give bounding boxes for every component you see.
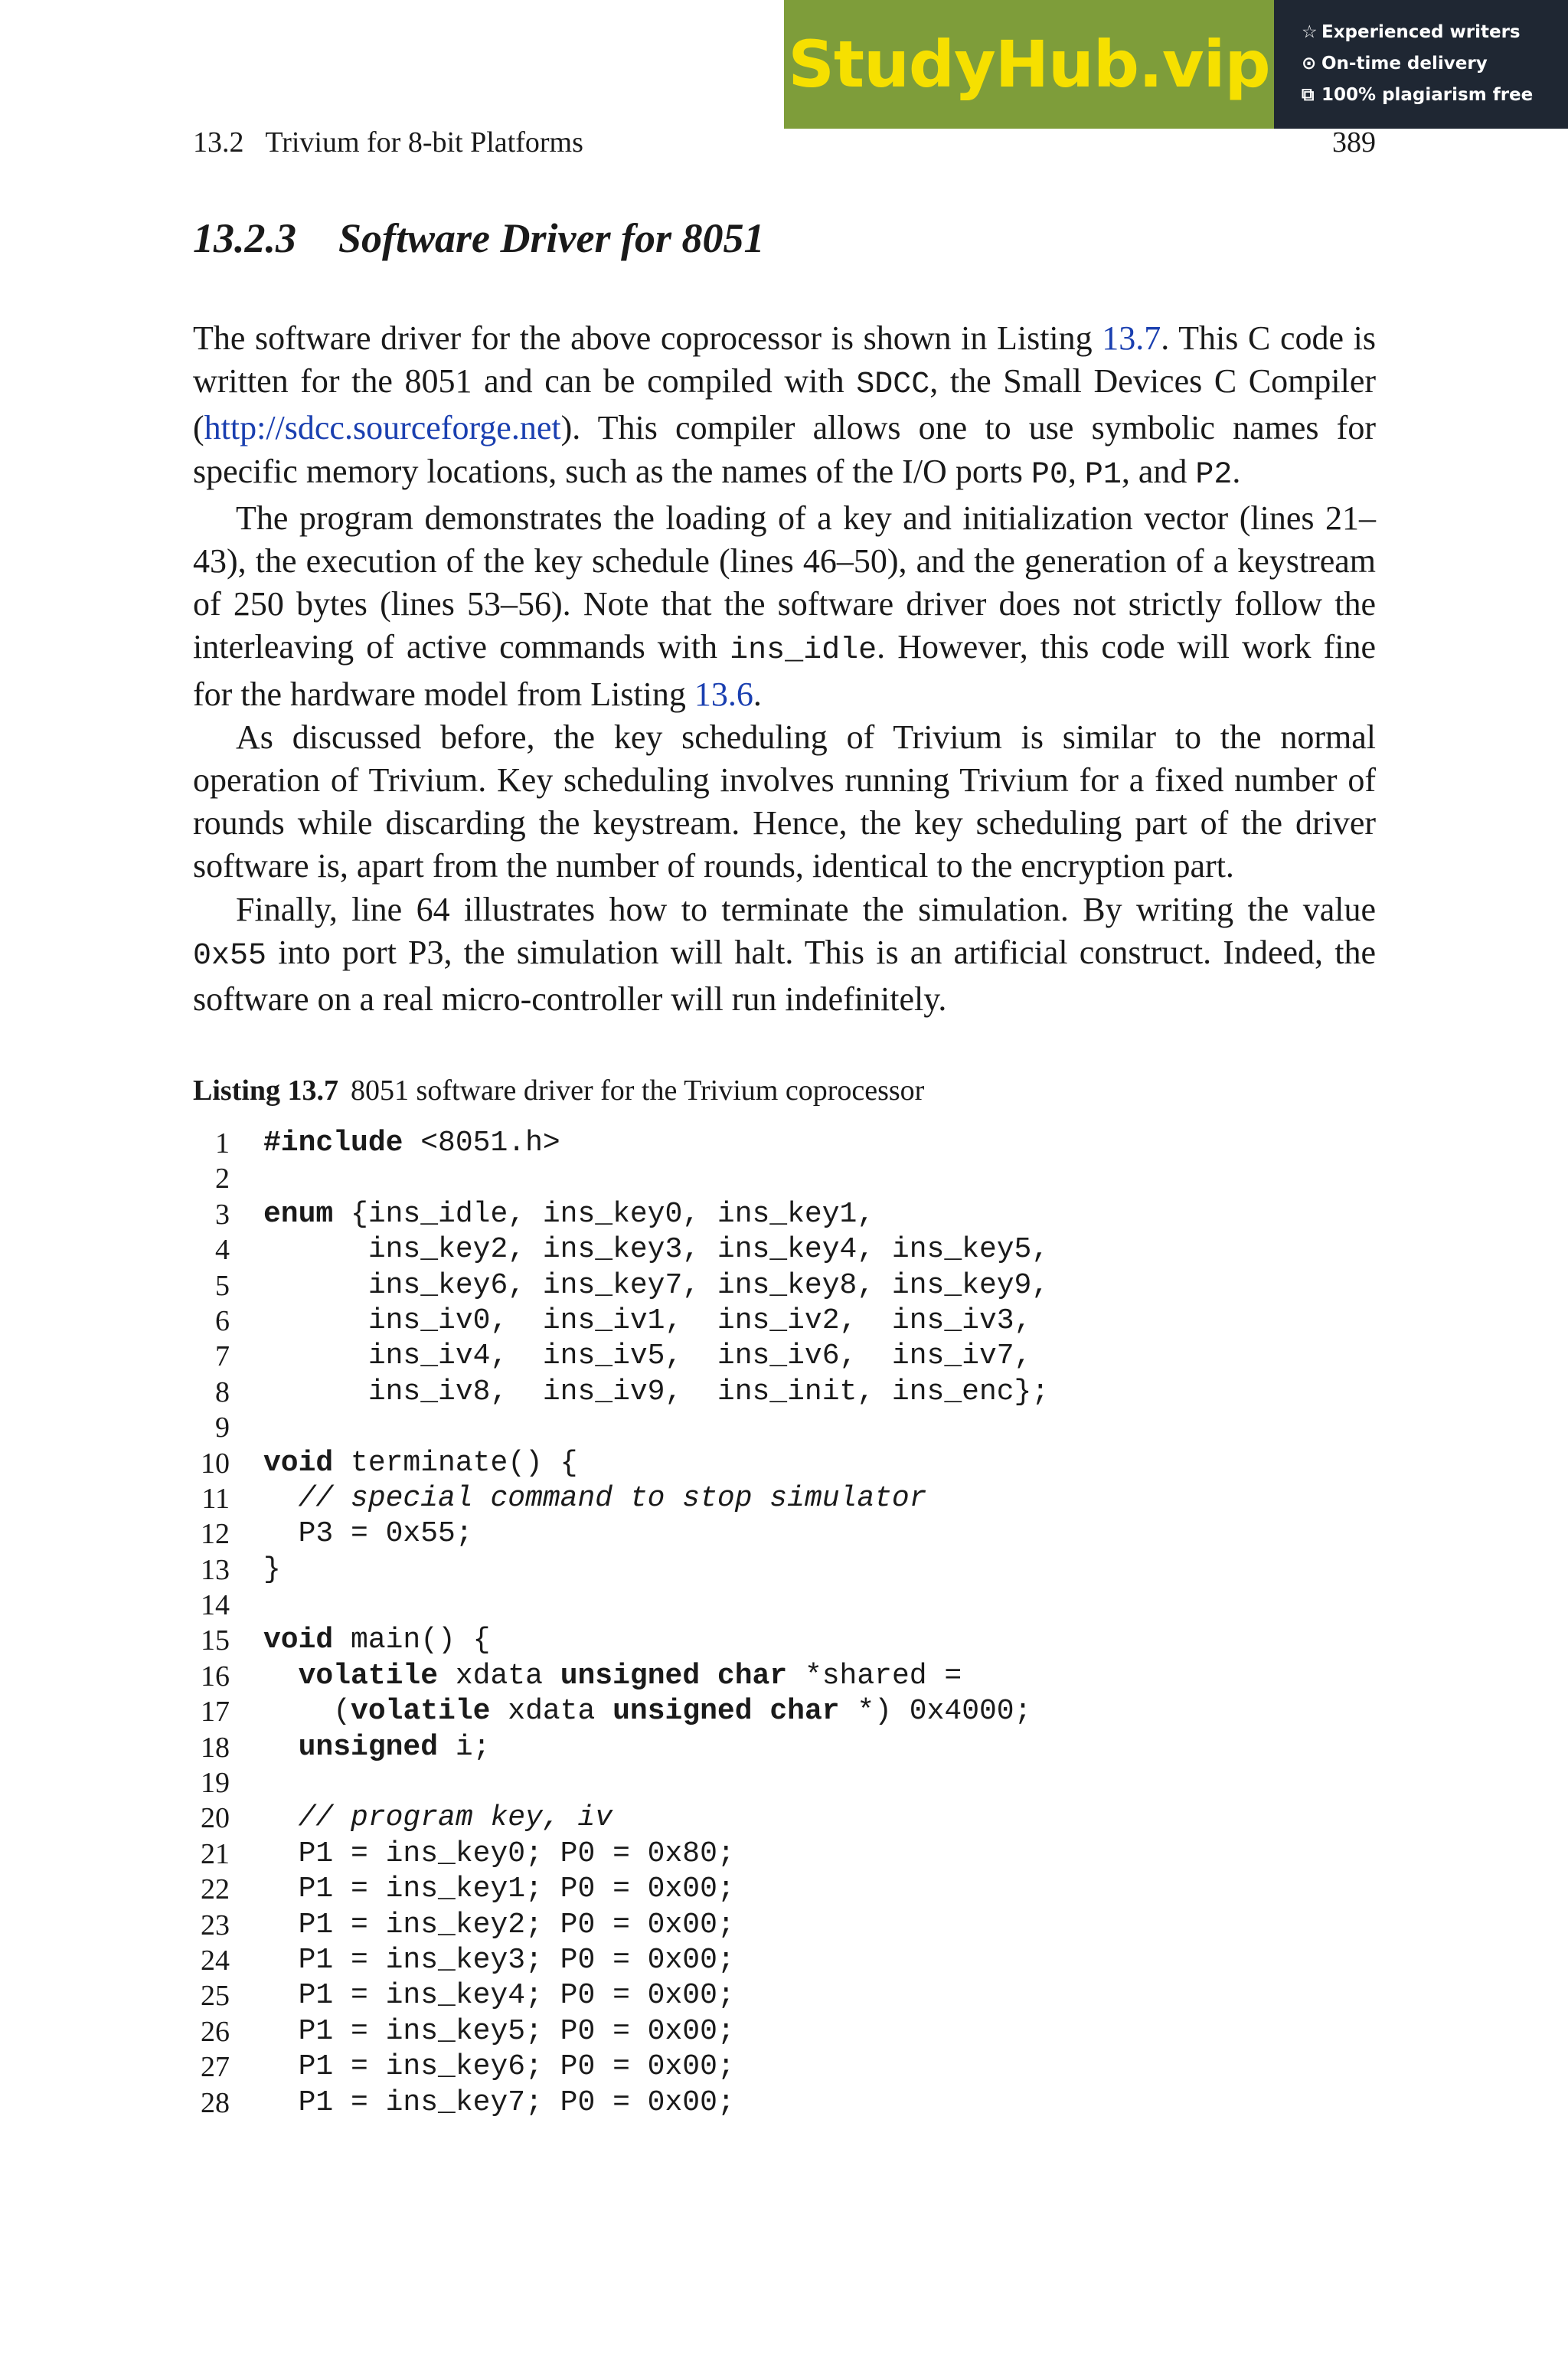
brand-name: StudyHub.vip [788,27,1270,102]
code-listing [193,1126,1418,2121]
feature-item [1302,48,1568,80]
code-line [193,1552,1418,1588]
clock-icon: ⊙ [1302,54,1317,74]
code-token: terminate() { [333,1446,578,1480]
code-line [193,1623,1418,1658]
text-run: Finally, line 64 illustrates how to terminate the simulation. By writing the value [236,890,1376,928]
running-head-section: 13.2 Trivium for 8-bit Platforms [193,126,583,159]
text-run: . This C code is written for the 8051 and can be compiled with [193,319,1377,401]
code-line [193,2085,1418,2121]
code-line [193,1837,1418,1872]
code-text [263,1552,281,1588]
code-text [263,1197,874,1232]
code-line [193,2014,1418,2049]
text-run: The program demonstrates the loading of a key and initialization vector (lines 21–43), the execution of the key schedule (lines 46–50), and the generation of a keystream of 250 bytes (lines 53–56). Note that the software driver does not strictly follow the interleaving of active commands with [193,499,1376,666]
text-run: ). This compiler allows one to use symbolic names for specific memory locations, such as the names of the I/O ports [193,409,1376,490]
code-token [263,1731,299,1764]
code-token: P1 = ins_key0; P0 = 0x80; [263,1837,735,1870]
inline-code: 0x55 [193,938,267,973]
text-run: into port P3, the simulation will halt. This is an artificial construct. Indeed, the software on a real micro-controller will run indefinitely. [193,933,1376,1019]
code-text [263,1126,560,1161]
code-line [193,1694,1418,1729]
code-text [263,1516,473,1552]
code-token: P3 = 0x55; [263,1517,473,1551]
code-comment: // special command to stop simulator [298,1481,927,1515]
code-token: {ins_idle, ins_key0, ins_key1, [333,1197,875,1231]
line-number: 10 [201,1447,230,1480]
text-run: , the Small Devices C Compiler ( [193,362,1376,447]
code-line [193,1481,1418,1516]
paragraph [193,317,1376,497]
text-run: , [1067,452,1085,490]
code-text [263,2049,735,2085]
paragraph [193,888,1376,1022]
code-keyword: unsigned [298,1730,439,1764]
code-token [263,1801,299,1834]
code-token: ( [263,1695,351,1729]
code-line [193,1588,1418,1623]
inline-code: P2 [1195,457,1233,492]
feature-label: On-time delivery [1321,54,1488,74]
code-text [263,1837,735,1872]
brand-logo[interactable] [784,0,1274,129]
text-run: The software driver for the above coprocessor is shown in Listing [193,319,1102,357]
code-text [263,1268,1049,1303]
code-token: P1 = ins_key5; P0 = 0x00; [263,2014,735,2048]
line-number: 8 [215,1375,230,1408]
code-text [263,1730,490,1765]
code-text [263,1623,490,1658]
body-text [193,317,1376,1021]
line-number: 2 [215,1163,230,1196]
code-token [263,1482,299,1515]
inline-code: SDCC [856,368,930,403]
code-token: P1 = ins_key1; P0 = 0x00; [263,1873,735,1906]
code-token: P1 = ins_key2; P0 = 0x00; [263,1908,735,1941]
line-number: 1 [215,1127,230,1160]
code-text [263,1943,735,1978]
line-number: 23 [201,1909,230,1941]
code-line [193,1161,1418,1196]
line-number: 14 [201,1589,230,1622]
line-number: 12 [201,1518,230,1551]
code-comment: // program key, iv [298,1801,613,1835]
paragraph: As discussed before, the key scheduling of Trivium is similar to the normal operation of Trivium. Key scheduling involves running Trivium for a fixed number of rounds while discarding the keystream. Hence, the key scheduling part of the driver software is, apart from the number of rounds, identical to the encryption part. [193,718,1376,885]
code-token: <8051.h> [403,1127,560,1160]
code-token [263,1660,299,1693]
code-text [263,1375,1049,1410]
code-text [263,1481,927,1516]
code-line [193,1232,1418,1268]
code-line [193,1943,1418,1978]
code-keyword: void [263,1624,334,1657]
code-token: P1 = ins_key3; P0 = 0x00; [263,1943,735,1977]
code-line [193,2049,1418,2085]
code-line [193,1446,1418,1481]
inline-code: ins_idle [730,633,877,669]
section-number: 13.2.3 [193,215,296,261]
line-number: 20 [201,1802,230,1835]
line-number: 22 [201,1873,230,1906]
running-head [193,123,1376,162]
code-line [193,1765,1418,1801]
code-text [263,1801,612,1836]
code-line [193,1303,1418,1339]
line-number: 6 [215,1304,230,1337]
code-line [193,1126,1418,1161]
line-number: 5 [215,1269,230,1302]
code-line [193,1659,1418,1694]
listing-ref-link[interactable]: 13.6 [694,675,753,713]
code-line [193,1339,1418,1374]
code-keyword: volatile [351,1695,491,1729]
code-token: *shared = [787,1659,962,1693]
code-line [193,1197,1418,1232]
code-line [193,1375,1418,1410]
feature-list [1274,0,1568,129]
code-text [263,1303,1031,1339]
code-text [263,1908,735,1943]
code-keyword: enum [263,1197,334,1231]
code-token: xdata [490,1695,613,1729]
line-number: 24 [201,1944,230,1977]
line-number: 27 [201,2051,230,2084]
code-text [263,1232,1049,1268]
code-line [193,1516,1418,1552]
line-number: 28 [201,2086,230,2119]
listing-ref-link[interactable]: 13.7 [1102,319,1161,357]
line-number: 7 [215,1340,230,1373]
code-token: xdata [438,1659,560,1693]
text-run: . [1232,452,1241,490]
listing-label: Listing 13.7 [193,1075,339,1107]
feature-label: Experienced writers [1321,22,1521,42]
code-line [193,1908,1418,1943]
line-number: 3 [215,1198,230,1231]
code-token: ins_key2, ins_key3, ins_key4, ins_key5, [263,1233,1050,1267]
code-line [193,1410,1418,1445]
code-token: P1 = ins_key6; P0 = 0x00; [263,2050,735,2084]
listing-caption [193,1072,924,1109]
code-token: main() { [333,1624,491,1657]
code-text [263,1659,962,1694]
text-run: . However, this code will work fine for the hardware model from Listing [193,628,1376,713]
line-number: 9 [215,1411,230,1444]
text-run: , and [1121,452,1196,490]
code-token: ins_iv8, ins_iv9, ins_init, ins_enc}; [263,1375,1050,1408]
url-link[interactable]: http://sdcc.sourceforge.net [204,409,561,447]
code-token: *) 0x4000; [839,1695,1032,1729]
code-text [263,1872,735,1907]
line-number: 11 [201,1482,230,1515]
code-keyword: void [263,1446,334,1480]
feature-item [1302,80,1568,111]
text-run: . [753,675,762,713]
star-icon: ☆ [1302,22,1318,42]
paragraph [193,497,1376,716]
code-line [193,1872,1418,1907]
feature-item [1302,17,1568,48]
copy-icon: ⧉ [1302,85,1315,105]
code-line [193,1268,1418,1303]
line-number: 4 [215,1234,230,1267]
code-token: ins_iv0, ins_iv1, ins_iv2, ins_iv3, [263,1303,1032,1337]
code-keyword: volatile [298,1659,439,1693]
page-number: 389 [1332,126,1376,159]
line-number: 21 [201,1837,230,1870]
line-number: 19 [201,1767,230,1800]
line-number: 13 [201,1553,230,1586]
inline-code: P1 [1084,457,1122,492]
line-number: 17 [201,1696,230,1729]
inline-code: P0 [1031,457,1068,492]
code-line [193,1730,1418,1765]
section-heading [193,211,764,265]
line-number: 18 [201,1731,230,1764]
feature-label: 100% plagiarism free [1321,85,1534,105]
code-text [263,2014,735,2049]
code-token: i; [438,1730,491,1764]
code-keyword: #include [263,1127,403,1160]
section-title: Software Driver for 8051 [338,215,765,261]
line-number: 26 [201,2015,230,2048]
code-line [193,1978,1418,2013]
code-keyword: unsigned char [612,1695,840,1729]
code-token: P1 = ins_key4; P0 = 0x00; [263,1979,735,2013]
code-text [263,1978,735,2013]
line-number: 25 [201,1980,230,2013]
code-text [263,1446,577,1481]
code-text [263,1339,1031,1374]
code-text [263,1694,1031,1729]
line-number: 16 [201,1660,230,1693]
code-keyword: unsigned char [560,1659,788,1693]
promo-banner[interactable] [784,0,1568,129]
code-line [193,1801,1418,1836]
listing-caption-text: 8051 software driver for the Trivium coprocessor [351,1075,925,1107]
line-number: 15 [201,1624,230,1657]
code-token: P1 = ins_key7; P0 = 0x00; [263,2085,735,2119]
code-token: } [263,1552,281,1586]
code-text [263,2085,735,2121]
code-token: ins_iv4, ins_iv5, ins_iv6, ins_iv7, [263,1339,1032,1373]
code-token: ins_key6, ins_key7, ins_key8, ins_key9, [263,1268,1050,1302]
